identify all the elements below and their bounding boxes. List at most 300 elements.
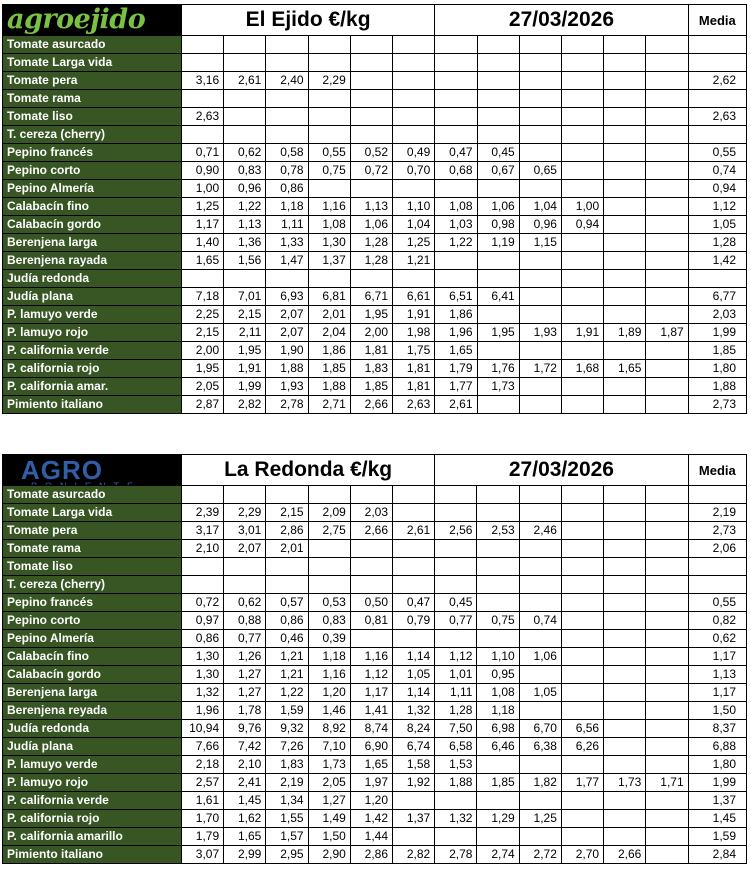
price-cell: 1,88 (308, 378, 350, 396)
price-cell (519, 144, 561, 162)
price-cell (393, 828, 435, 846)
table-row (3, 72, 747, 90)
price-cell (646, 216, 688, 234)
price-cell (604, 648, 646, 666)
price-cell: 2,56 (435, 522, 477, 540)
price-cell (561, 108, 603, 126)
price-cell (646, 288, 688, 306)
price-cell: 2,00 (350, 324, 392, 342)
price-cell: 1,06 (350, 216, 392, 234)
product-name: Pepino corto (3, 162, 182, 180)
average-price (688, 576, 746, 594)
price-cell: 7,18 (181, 288, 223, 306)
price-cell (224, 126, 266, 144)
price-cell: 1,06 (477, 198, 519, 216)
price-cell (393, 504, 435, 522)
table-row (3, 144, 747, 162)
price-cell: 2,41 (224, 774, 266, 792)
product-name: P. lamuyo verde (3, 756, 182, 774)
price-cell (604, 72, 646, 90)
price-cell (561, 648, 603, 666)
price-cell (519, 108, 561, 126)
table-row (3, 378, 747, 396)
table-row (3, 324, 747, 342)
price-cell (561, 666, 603, 684)
price-cell: 1,65 (604, 360, 646, 378)
price-cell: 0,45 (435, 594, 477, 612)
board-header (3, 5, 747, 36)
price-cell (646, 342, 688, 360)
price-cell: 0,67 (477, 162, 519, 180)
average-price: 1,99 (688, 324, 746, 342)
price-cell: 1,49 (308, 810, 350, 828)
price-cell: 0,86 (266, 612, 308, 630)
table-row (3, 558, 747, 576)
price-cell: 1,16 (308, 198, 350, 216)
price-cell (646, 558, 688, 576)
price-cell (646, 252, 688, 270)
price-cell: 2,66 (350, 396, 392, 414)
product-name: Tomate asurcado (3, 486, 182, 504)
agro-wordmark: AGRO (21, 455, 103, 485)
price-cell: 0,98 (477, 216, 519, 234)
price-cell (561, 828, 603, 846)
price-cell: 2,61 (224, 72, 266, 90)
price-cell: 6,93 (266, 288, 308, 306)
price-cell (519, 342, 561, 360)
price-cell: 6,51 (435, 288, 477, 306)
price-cell (561, 504, 603, 522)
price-cell (477, 828, 519, 846)
table-row (3, 576, 747, 594)
price-cell: 1,83 (350, 360, 392, 378)
product-name: P. california rojo (3, 360, 182, 378)
price-cell (604, 270, 646, 288)
price-cell (604, 36, 646, 54)
price-cell (561, 522, 603, 540)
table-row (3, 486, 747, 504)
price-cell (266, 54, 308, 72)
price-cell: 1,97 (350, 774, 392, 792)
table-row (3, 180, 747, 198)
price-cell: 0,74 (519, 612, 561, 630)
price-cell (604, 306, 646, 324)
price-cell (561, 576, 603, 594)
price-cell (604, 54, 646, 72)
price-cell: 1,05 (519, 684, 561, 702)
price-cell (266, 126, 308, 144)
price-cell (561, 378, 603, 396)
price-cell: 1,86 (308, 342, 350, 360)
price-cell (519, 378, 561, 396)
price-cell: 1,75 (393, 342, 435, 360)
price-cell (435, 486, 477, 504)
average-price: 2,73 (688, 396, 746, 414)
price-cell (435, 504, 477, 522)
price-cell: 1,03 (435, 216, 477, 234)
price-cell: 1,21 (266, 666, 308, 684)
table-row (3, 342, 747, 360)
price-cell (477, 270, 519, 288)
price-cell (561, 288, 603, 306)
table-row (3, 288, 747, 306)
average-price: 1,17 (688, 684, 746, 702)
product-name: Tomate rama (3, 90, 182, 108)
product-name: Tomate liso (3, 558, 182, 576)
price-cell (224, 576, 266, 594)
average-price: 1,37 (688, 792, 746, 810)
price-cell (350, 180, 392, 198)
price-cell: 1,79 (181, 828, 223, 846)
price-cell (604, 486, 646, 504)
price-cell: 1,70 (181, 810, 223, 828)
price-cell: 3,01 (224, 522, 266, 540)
price-cell (224, 486, 266, 504)
price-cell: 0,72 (181, 594, 223, 612)
price-cell: 2,29 (224, 504, 266, 522)
price-cell (604, 234, 646, 252)
price-cell: 0,39 (308, 630, 350, 648)
price-cell (646, 54, 688, 72)
price-cell: 0,62 (224, 594, 266, 612)
price-cell: 2,82 (393, 846, 435, 864)
average-price: 1,05 (688, 216, 746, 234)
price-cell (646, 180, 688, 198)
price-cell (561, 270, 603, 288)
table-row (3, 504, 747, 522)
price-cell (435, 828, 477, 846)
price-cell: 2,01 (308, 306, 350, 324)
price-cell: 1,55 (266, 810, 308, 828)
price-cell: 0,72 (350, 162, 392, 180)
price-cell (266, 90, 308, 108)
price-cell (604, 810, 646, 828)
price-cell (646, 144, 688, 162)
price-cell (561, 702, 603, 720)
price-cell (604, 144, 646, 162)
price-cell (561, 306, 603, 324)
price-cell (561, 126, 603, 144)
product-name: Tomate Larga vida (3, 504, 182, 522)
price-cell (224, 36, 266, 54)
price-cell: 0,83 (308, 612, 350, 630)
price-cell (477, 630, 519, 648)
average-price: 2,73 (688, 522, 746, 540)
price-cell (604, 522, 646, 540)
price-cell: 1,08 (477, 684, 519, 702)
price-cell: 1,92 (393, 774, 435, 792)
price-cell (350, 36, 392, 54)
product-name: Pepino corto (3, 612, 182, 630)
price-cell: 0,96 (224, 180, 266, 198)
price-cell: 1,78 (224, 702, 266, 720)
price-cell (435, 576, 477, 594)
price-cell (646, 72, 688, 90)
price-cell (435, 792, 477, 810)
price-cell (646, 522, 688, 540)
price-cell (308, 90, 350, 108)
price-cell: 1,10 (393, 198, 435, 216)
price-cell (266, 486, 308, 504)
price-cell (435, 54, 477, 72)
average-price: 0,62 (688, 630, 746, 648)
price-cell: 1,29 (477, 810, 519, 828)
price-cell (308, 54, 350, 72)
price-cell (561, 612, 603, 630)
price-cell (350, 90, 392, 108)
price-cell: 0,46 (266, 630, 308, 648)
product-name: P. lamuyo verde (3, 306, 182, 324)
price-cell (519, 36, 561, 54)
price-cell: 2,78 (266, 396, 308, 414)
average-price: 1,80 (688, 756, 746, 774)
price-cell (519, 126, 561, 144)
price-cell (604, 558, 646, 576)
price-cell (393, 72, 435, 90)
media-header: Media (688, 5, 746, 36)
product-name: P. lamuyo rojo (3, 774, 182, 792)
price-cell (308, 558, 350, 576)
price-cell: 7,42 (224, 738, 266, 756)
price-cell (604, 756, 646, 774)
price-cell (646, 810, 688, 828)
price-cell: 0,88 (224, 612, 266, 630)
price-cell (393, 270, 435, 288)
price-cell: 6,98 (477, 720, 519, 738)
price-cell: 1,16 (308, 666, 350, 684)
average-price: 1,50 (688, 702, 746, 720)
price-cell: 2,07 (266, 306, 308, 324)
price-cell: 1,19 (477, 234, 519, 252)
price-cell (519, 72, 561, 90)
price-cell (519, 576, 561, 594)
price-cell: 1,18 (266, 198, 308, 216)
price-cell (266, 270, 308, 288)
price-cell (266, 108, 308, 126)
product-name: Judía redonda (3, 720, 182, 738)
price-cell (604, 396, 646, 414)
price-cell (393, 792, 435, 810)
price-cell (519, 396, 561, 414)
price-cell: 1,14 (393, 684, 435, 702)
price-cell: 1,65 (350, 756, 392, 774)
product-name: Tomate asurcado (3, 36, 182, 54)
price-cell (477, 756, 519, 774)
price-cell (477, 252, 519, 270)
market-logo (3, 455, 182, 486)
el-ejido-price-board (2, 4, 747, 414)
price-cell: 1,98 (393, 324, 435, 342)
price-cell (646, 306, 688, 324)
price-cell: 1,91 (561, 324, 603, 342)
price-cell (561, 234, 603, 252)
price-cell: 0,47 (435, 144, 477, 162)
price-cell (308, 108, 350, 126)
price-cell: 1,73 (308, 756, 350, 774)
price-cell: 0,62 (224, 144, 266, 162)
price-cell (646, 162, 688, 180)
price-cell (477, 594, 519, 612)
price-cell: 2,18 (181, 756, 223, 774)
price-cell (561, 630, 603, 648)
price-cell (181, 576, 223, 594)
price-cell (604, 342, 646, 360)
price-cell: 2,10 (181, 540, 223, 558)
price-cell: 1,26 (224, 648, 266, 666)
table-row (3, 648, 747, 666)
price-cell: 1,12 (350, 666, 392, 684)
price-cell (266, 576, 308, 594)
table-row (3, 108, 747, 126)
price-cell (477, 558, 519, 576)
price-cell: 1,73 (477, 378, 519, 396)
table-row (3, 270, 747, 288)
price-cell: 1,08 (435, 198, 477, 216)
media-header: Media (688, 455, 746, 486)
price-cell (646, 648, 688, 666)
price-cell (604, 576, 646, 594)
product-name: Pepino Almería (3, 180, 182, 198)
table-row (3, 594, 747, 612)
price-cell (519, 666, 561, 684)
price-cell: 1,93 (519, 324, 561, 342)
price-cell: 0,75 (477, 612, 519, 630)
price-cell (646, 540, 688, 558)
price-cell (646, 792, 688, 810)
price-cell: 0,70 (393, 162, 435, 180)
price-cell: 1,05 (393, 666, 435, 684)
price-cell: 1,44 (350, 828, 392, 846)
price-cell: 7,66 (181, 738, 223, 756)
price-cell: 6,26 (561, 738, 603, 756)
price-cell (308, 36, 350, 54)
price-cell (646, 378, 688, 396)
product-name: Berenjena rayada (3, 252, 182, 270)
average-price (688, 126, 746, 144)
average-price: 1,85 (688, 342, 746, 360)
price-cell (519, 288, 561, 306)
price-cell: 2,04 (308, 324, 350, 342)
price-cell: 1,47 (266, 252, 308, 270)
average-price: 6,77 (688, 288, 746, 306)
price-cell: 1,21 (393, 252, 435, 270)
price-cell: 2,61 (393, 522, 435, 540)
price-cell: 2,10 (224, 756, 266, 774)
price-cell (604, 630, 646, 648)
la-redonda-price-board (2, 454, 747, 864)
price-cell: 7,01 (224, 288, 266, 306)
average-price (688, 270, 746, 288)
price-cell: 1,21 (266, 648, 308, 666)
price-cell (519, 540, 561, 558)
price-cell (561, 252, 603, 270)
price-cell (561, 90, 603, 108)
price-cell (477, 792, 519, 810)
price-cell: 1,33 (266, 234, 308, 252)
price-cell (181, 486, 223, 504)
price-cell (477, 36, 519, 54)
price-cell: 1,95 (350, 306, 392, 324)
price-cell (561, 342, 603, 360)
price-cell: 1,40 (181, 234, 223, 252)
table-row (3, 846, 747, 864)
product-name: Judía plana (3, 288, 182, 306)
price-cell: 2,70 (561, 846, 603, 864)
price-cell (435, 180, 477, 198)
price-cell (350, 540, 392, 558)
price-cell: 6,70 (519, 720, 561, 738)
table-row (3, 306, 747, 324)
price-cell (224, 54, 266, 72)
price-cell: 8,92 (308, 720, 350, 738)
average-price: 1,88 (688, 378, 746, 396)
price-cell (604, 90, 646, 108)
price-cell (435, 558, 477, 576)
price-cell (604, 180, 646, 198)
average-price: 2,62 (688, 72, 746, 90)
price-cell (519, 558, 561, 576)
price-cell (308, 126, 350, 144)
price-cell (561, 684, 603, 702)
average-price: 0,74 (688, 162, 746, 180)
price-cell: 2,99 (224, 846, 266, 864)
price-cell (646, 270, 688, 288)
average-price: 0,55 (688, 144, 746, 162)
price-cell: 0,77 (224, 630, 266, 648)
price-cell (561, 756, 603, 774)
price-cell: 2,82 (224, 396, 266, 414)
price-cell: 1,56 (224, 252, 266, 270)
price-cell (477, 180, 519, 198)
price-cell: 0,81 (350, 612, 392, 630)
table-row (3, 756, 747, 774)
price-cell (181, 558, 223, 576)
average-price: 1,17 (688, 648, 746, 666)
price-cell: 2,75 (308, 522, 350, 540)
price-cell (604, 720, 646, 738)
price-cell: 1,73 (604, 774, 646, 792)
price-cell: 1,82 (519, 774, 561, 792)
product-name: Calabacín fino (3, 648, 182, 666)
table-row (3, 540, 747, 558)
price-cell: 1,25 (519, 810, 561, 828)
average-price (688, 54, 746, 72)
price-cell: 2,66 (604, 846, 646, 864)
price-cell: 2,95 (266, 846, 308, 864)
price-cell: 1,22 (435, 234, 477, 252)
price-cell: 6,90 (350, 738, 392, 756)
price-cell: 0,65 (519, 162, 561, 180)
price-cell: 1,65 (224, 828, 266, 846)
table-row (3, 90, 747, 108)
price-cell (646, 612, 688, 630)
product-name: Tomate liso (3, 108, 182, 126)
price-cell: 6,81 (308, 288, 350, 306)
price-cell (477, 486, 519, 504)
price-cell (435, 540, 477, 558)
price-cell (477, 90, 519, 108)
price-cell (646, 360, 688, 378)
price-cell: 8,74 (350, 720, 392, 738)
price-cell: 0,68 (435, 162, 477, 180)
price-cell (393, 108, 435, 126)
price-cell: 1,27 (224, 666, 266, 684)
table-row (3, 612, 747, 630)
price-cell (561, 72, 603, 90)
average-price: 0,94 (688, 180, 746, 198)
price-cell: 1,08 (308, 216, 350, 234)
price-cell (519, 792, 561, 810)
